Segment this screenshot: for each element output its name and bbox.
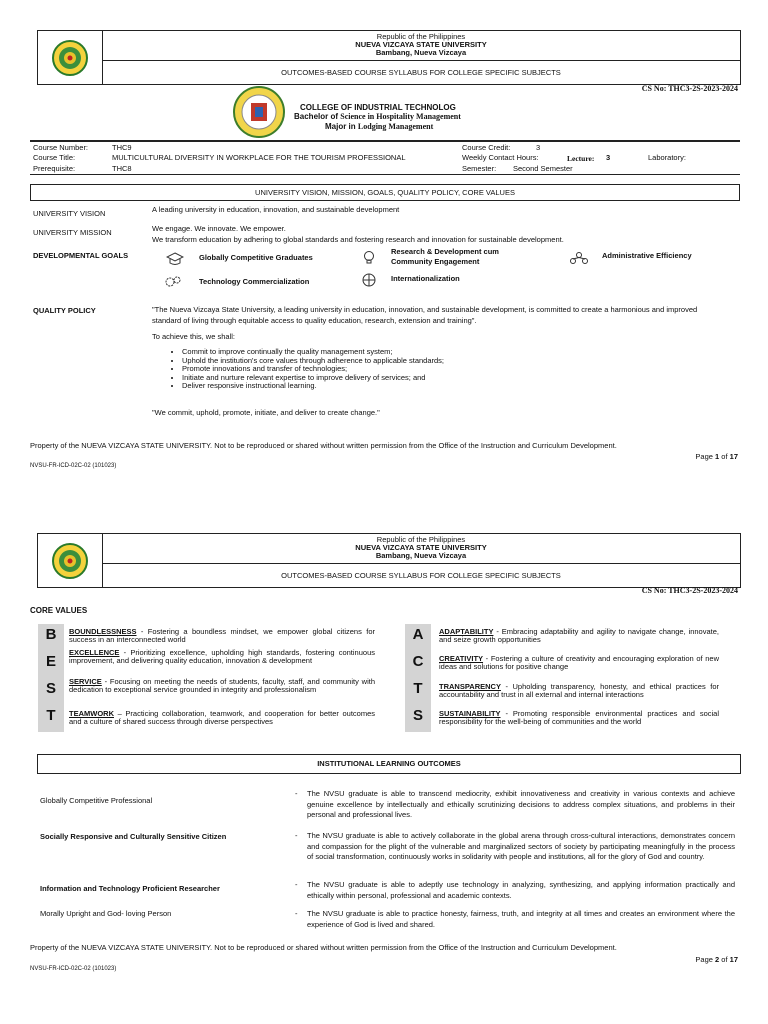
page-current: 2 — [715, 955, 720, 964]
ilo-label-socially-responsive: Socially Responsive and Culturally Sensitive Citizen — [40, 832, 227, 841]
core-letter-b: B — [40, 624, 62, 646]
contact-hours-label: Weekly Contact Hours: — [462, 153, 539, 162]
goal-research-line2: Community Engagement — [391, 257, 480, 266]
ilo-title: INSTITUTIONAL LEARNING OUTCOMES — [37, 754, 741, 774]
quality-policy-intro: To achieve this, we shall: — [152, 332, 235, 341]
quality-policy-closing: "We commit, uphold, promote, initiate, and deliver to create change." — [152, 408, 380, 417]
core-value-excellence — [69, 649, 375, 665]
degree-prefix: Bachelor of — [294, 112, 339, 121]
core-value-text: - Promoting responsible environmental practices and social responsibility for the well-being of communities and the world — [439, 709, 719, 726]
semester-label: Semester: — [462, 164, 497, 173]
ilo-text-socially-responsive: The NVSU graduate is able to actively collaborate in the global arena through cross-cultural interactions, demonstrates concern and compassion for the plight of the vulnerable and marginalized sectors of society by participating meaningfully in the process of social transformation, continuously works in solidarity with people and institutions, all for the glory of God and country. — [307, 831, 735, 861]
course-title: MULTICULTURAL DIVERSITY IN WORKPLACE FOR THE TOURISM PROFESSIONAL — [112, 153, 406, 162]
ilo-dash: - — [295, 909, 298, 918]
ilo-label-morally-upright: Morally Upright and God- loving Person — [40, 909, 172, 918]
core-value-text: - Upholding transparency, honesty, and ethical practices for accountability and trust in all external and internal interactions — [439, 682, 719, 699]
quality-policy-list — [158, 348, 558, 391]
course-bottom-rule — [30, 174, 740, 175]
core-value-key: BOUNDLESSNESS — [69, 627, 137, 636]
core-value-boundlessness — [69, 628, 375, 644]
core-value-adaptability — [439, 628, 719, 644]
list-item: • Commit to improve continually the quality management system; — [182, 348, 558, 357]
page-of: of — [721, 955, 728, 964]
university-seal — [38, 31, 103, 84]
lightbulb-icon — [360, 248, 378, 266]
goal-research-line1: Research & Development cum — [391, 247, 499, 256]
ilo-text-globally-competitive: The NVSU graduate is able to transcend mediocrity, exhibit innovativeness and creativity in various contexts and achieve genuine excellence by intellectually and ethically scrutinizing decisions to address complex situations, and problems in their personal and professional lives. — [307, 789, 735, 819]
major-name: Lodging Management — [357, 122, 434, 131]
lecture-hours: 3 — [606, 153, 611, 162]
university-seal — [38, 534, 103, 587]
page-number — [695, 452, 738, 461]
university-location: Bambang, Nueva Vizcaya — [375, 48, 467, 57]
list-item: • Promote innovations and transfer of technologies; — [182, 365, 558, 374]
core-values-label: CORE VALUES — [30, 606, 88, 615]
goal-internationalization: Internationalization — [391, 274, 460, 283]
page-prefix: Page — [695, 955, 713, 964]
republic-line: Republic of the Philippines — [376, 535, 466, 544]
mission-label: UNIVERSITY MISSION — [33, 228, 112, 237]
core-letter-a: A — [407, 624, 429, 646]
course-credit-label: Course Credit: — [462, 143, 511, 152]
ilo-dash: - — [295, 831, 298, 840]
header-center — [102, 534, 740, 564]
page2-header — [37, 533, 741, 588]
vision-text: A leading university in education, innovation, and sustainable development — [152, 205, 400, 214]
page1-header — [37, 30, 741, 85]
core-value-key: SERVICE — [69, 677, 102, 686]
core-letter-t: T — [407, 678, 429, 700]
prerequisite-label: Prerequisite: — [33, 164, 76, 173]
ilo-label-globally-competitive: Globally Competitive Professional — [40, 796, 153, 805]
page-of: of — [721, 452, 728, 461]
goal-technology-commercialization: Technology Commercialization — [199, 277, 310, 286]
core-value-key: TEAMWORK — [69, 709, 114, 718]
list-item: • Initiate and nurture relevant expertise to improve delivery of services; and — [182, 374, 558, 383]
core-value-text: - Focusing on meeting the needs of students, faculty, staff, and community with dedication to exceptional service grounded in integrity and professionalism — [69, 677, 375, 694]
core-value-key: CREATIVITY — [439, 654, 484, 663]
core-value-text: - Fostering a boundless mindset, we empower global citizens for success in an interconnected world — [69, 627, 375, 644]
ilo-text-it-researcher: The NVSU graduate is able to adeptly use technology in analyzing, synthesizing, and applying information practically and ethically within personal, professional and academic contexts. — [307, 880, 735, 900]
core-letter-e: E — [40, 651, 62, 673]
page-total: 17 — [729, 955, 738, 964]
course-number-label: Course Number: — [33, 143, 89, 152]
core-value-text: – Practicing collaboration, teamwork, and cooperation for better outcomes and a culture of shared success through diverse perspectives — [69, 709, 375, 726]
quality-policy-text: "The Nueva Vizcaya State University, a leading university in education, innovation, and sustainable development, is committed to create a harmonious and improved standard of living through equitable access to quality education, research, extension and training". — [152, 305, 698, 325]
core-value-creativity — [439, 655, 719, 671]
university-location: Bambang, Nueva Vizcaya — [375, 551, 467, 560]
goal-globally-competitive: Globally Competitive Graduates — [199, 253, 313, 262]
header-center — [102, 31, 740, 61]
major-prefix: Major in — [325, 122, 356, 131]
core-value-transparency — [439, 683, 719, 699]
cs-number: CS No: THC3-2S-2023-2024 — [641, 586, 738, 595]
core-value-sustainability — [439, 710, 719, 726]
republic-line: Republic of the Philippines — [376, 32, 466, 41]
degree-line — [294, 112, 461, 121]
course-number: THC9 — [112, 143, 132, 152]
university-name: NUEVA VIZCAYA STATE UNIVERSITY — [355, 543, 487, 552]
page-number — [695, 955, 738, 964]
course-title-label: Course Title: — [33, 153, 76, 162]
mission-line-1: We engage. We innovate. We empower. — [152, 224, 286, 233]
college-name: COLLEGE OF INDUSTRIAL TECHNOLOG — [300, 103, 456, 112]
ilo-dash: - — [295, 880, 298, 889]
form-code: NVSU-FR-ICD-02C-02 (101023) — [30, 966, 117, 972]
page-prefix: Page — [695, 452, 713, 461]
ilo-dash: - — [295, 789, 298, 798]
cs-number: CS No: THC3-2S-2023-2024 — [641, 84, 738, 93]
graduation-cap-icon — [166, 250, 184, 268]
core-value-text: - Prioritizing excellence, upholding high standards, fostering continuous improvement, and delivering quality education, innovation & development — [69, 648, 375, 665]
property-notice: Property of the NUEVA VIZCAYA STATE UNIVERSITY. Not to be reproduced or shared without written permission from the Office of the Instruction and Curriculum Development. — [30, 441, 617, 450]
semester: Second Semester — [513, 164, 573, 173]
quality-policy-label: QUALITY POLICY — [33, 306, 96, 315]
vision-label: UNIVERSITY VISION — [33, 209, 106, 218]
core-value-text: - Embracing adaptability and agility to navigate change, innovate, and seize growth opportunities — [439, 627, 719, 644]
goal-administrative-efficiency: Administrative Efficiency — [602, 251, 692, 260]
course-top-rule — [30, 140, 740, 142]
core-value-key: TRANSPARENCY — [439, 682, 501, 691]
core-value-teamwork — [69, 710, 375, 726]
page-current: 1 — [715, 452, 720, 461]
document-title: OUTCOMES-BASED COURSE SYLLABUS FOR COLLEGE SPECIFIC SUBJECTS — [281, 571, 561, 580]
mission-line-2: We transform education by adhering to global standards and fostering research and innovation for sustainable development. — [152, 235, 564, 244]
admin-network-icon — [570, 249, 588, 267]
document-title: OUTCOMES-BASED COURSE SYLLABUS FOR COLLEGE SPECIFIC SUBJECTS — [281, 68, 561, 77]
course-credit: 3 — [536, 143, 541, 152]
core-letter-c: C — [407, 651, 429, 673]
core-value-text: - Fostering a culture of creativity and encouraging exploration of new ideas and solutions for positive change — [439, 654, 719, 671]
core-value-key: ADAPTABILITY — [439, 627, 494, 636]
core-value-key: SUSTAINABILITY — [439, 709, 501, 718]
handshake-globe-icon — [360, 271, 378, 289]
gears-icon — [164, 273, 182, 291]
ilo-text-morally-upright: The NVSU graduate is able to practice honesty, fairness, truth, and integrity at all times and creates an environment where the experience of God is lived and shared. — [307, 909, 735, 929]
laboratory-label: Laboratory: — [648, 153, 686, 162]
ilo-label-it-researcher: Information and Technology Proficient Researcher — [40, 884, 220, 893]
core-value-service — [69, 678, 375, 694]
property-notice: Property of the NUEVA VIZCAYA STATE UNIVERSITY. Not to be reproduced or shared without written permission from the Office of the Instruction and Curriculum Development. — [30, 943, 617, 952]
degree-name: Science in Hospitality Management — [340, 112, 461, 121]
core-letter-s: S — [407, 705, 429, 727]
page-total: 17 — [729, 452, 738, 461]
form-code: NVSU-FR-ICD-02C-02 (101023) — [30, 463, 117, 469]
lecture-label: Lecture: — [567, 154, 595, 163]
list-item: • Uphold the institution's core values through adherence to applicable standards; — [182, 357, 558, 366]
list-item: • Deliver responsive instructional learning. — [182, 382, 558, 391]
section-vmgo-title: UNIVERSITY VISION, MISSION, GOALS, QUALITY POLICY, CORE VALUES — [30, 184, 740, 201]
major-line — [325, 122, 433, 131]
university-name: NUEVA VIZCAYA STATE UNIVERSITY — [355, 40, 487, 49]
prerequisite: THC8 — [112, 164, 132, 173]
core-value-key: EXCELLENCE — [69, 648, 120, 657]
core-letter-s: S — [40, 678, 62, 700]
college-seal — [233, 86, 285, 143]
core-letter-t: T — [40, 705, 62, 727]
developmental-goals-label: DEVELOPMENTAL GOALS — [33, 251, 129, 260]
